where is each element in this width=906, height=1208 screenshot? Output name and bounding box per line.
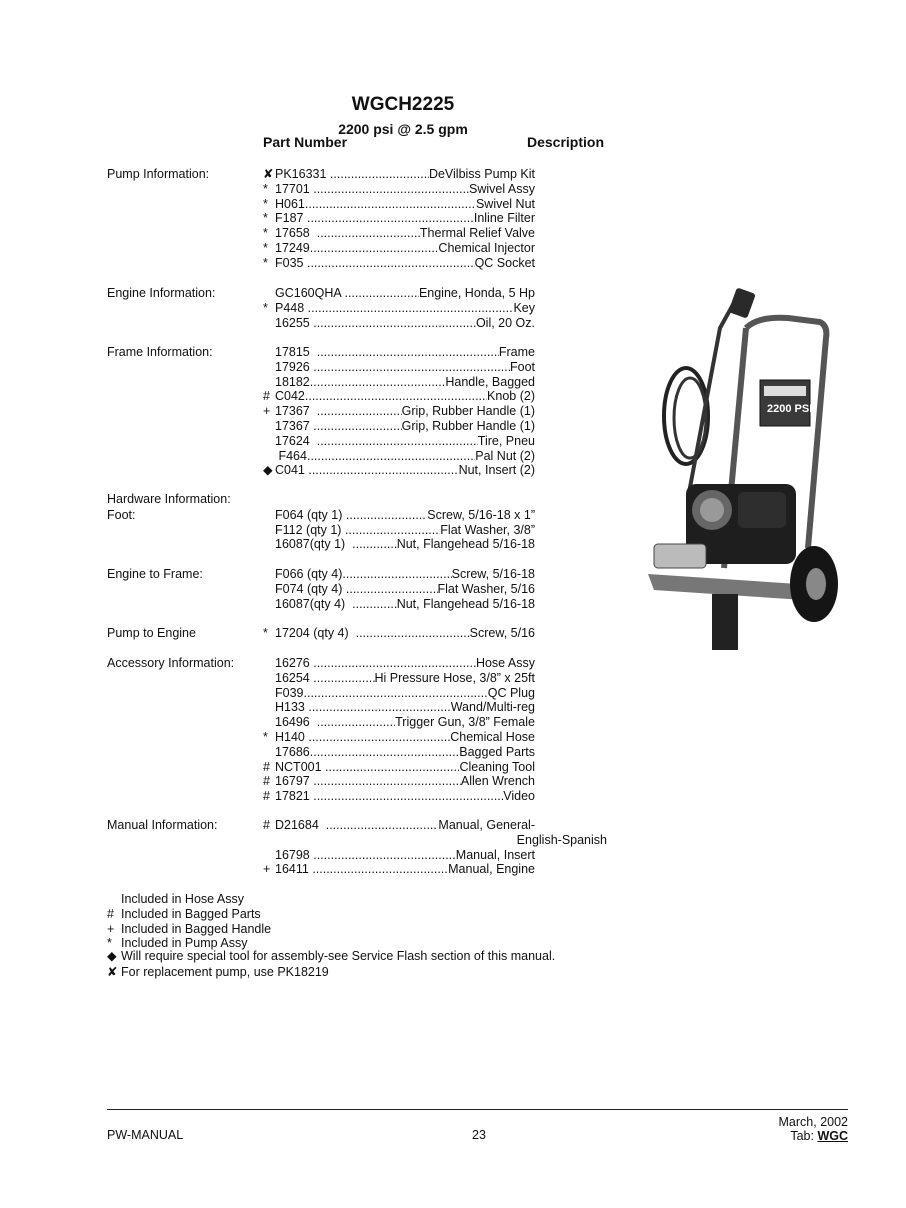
part-description: Thermal Relief Valve xyxy=(419,226,535,241)
part-description: Foot xyxy=(509,359,535,374)
part-number: NCT001 xyxy=(275,759,326,774)
part-description: Key xyxy=(513,300,535,315)
part-flag: * xyxy=(263,196,268,211)
part-entry xyxy=(275,241,535,256)
dot-leader xyxy=(308,463,458,478)
dot-leader xyxy=(305,197,476,212)
part-entry xyxy=(275,862,535,877)
part-flag: * xyxy=(263,226,268,241)
part-description: Engine, Honda, 5 Hp xyxy=(418,286,535,300)
part-number: P448 xyxy=(275,300,308,315)
part-description: Nut, Insert (2) xyxy=(458,463,535,478)
part-entry xyxy=(275,774,535,789)
dot-leader xyxy=(352,597,397,612)
part-number: F066 (qty 4) xyxy=(275,567,343,581)
dot-leader xyxy=(307,211,474,226)
legend-text: Included in Hose Assy xyxy=(121,892,244,906)
part-description: Manual, General- xyxy=(438,818,535,832)
dot-leader xyxy=(317,715,395,730)
part-number: 16797 xyxy=(275,774,314,789)
part-number: F464 xyxy=(275,448,307,463)
part-description: Knob (2) xyxy=(487,389,535,404)
part-flag: ✘ xyxy=(263,167,274,181)
dot-leader xyxy=(312,862,448,877)
part-entry xyxy=(275,848,535,863)
footer-tab xyxy=(790,1129,848,1143)
part-entry xyxy=(275,597,535,612)
dot-leader xyxy=(313,316,476,331)
part-description: Manual, Insert xyxy=(455,847,535,862)
legend-item xyxy=(107,892,244,907)
footer-rule xyxy=(107,1109,848,1110)
dot-leader xyxy=(308,730,450,745)
part-description: Video xyxy=(503,789,535,804)
part-entry xyxy=(275,745,535,760)
part-number: 16254 xyxy=(275,670,314,685)
part-number: 17686 xyxy=(275,744,310,759)
dot-leader xyxy=(330,167,429,182)
dot-leader xyxy=(345,523,440,538)
page-number: 23 xyxy=(472,1128,486,1142)
part-flag: * xyxy=(263,181,268,196)
part-number: F074 (qty 4) xyxy=(275,581,346,596)
legend-text: Included in Pump Assy xyxy=(121,936,248,950)
pressure-washer-photo xyxy=(628,288,840,654)
part-number: 17367 xyxy=(275,419,314,433)
part-flag: # xyxy=(263,789,270,804)
legend-item xyxy=(107,949,555,964)
part-number: F112 (qty 1) xyxy=(275,522,345,537)
part-description: Wand/Multi-reg xyxy=(450,700,535,715)
part-entry xyxy=(275,197,535,212)
footer-date: March, 2002 xyxy=(778,1115,848,1129)
part-description: Oil, 20 Oz. xyxy=(475,315,535,330)
col-header-description: Description xyxy=(527,134,605,150)
dot-leader xyxy=(344,286,418,301)
rating-subtitle: 2200 psi @ 2.5 gpm xyxy=(338,121,468,137)
legend-text: Will require special tool for assembly-see Service Flash section of this manual. xyxy=(121,949,556,963)
part-description: Screw, 5/16-18 x 1” xyxy=(427,507,535,522)
part-number: F187 xyxy=(275,211,307,226)
part-number: 17658 xyxy=(275,226,317,241)
dot-leader xyxy=(310,241,439,256)
part-description: Nut, Flangehead 5/16-18 xyxy=(396,537,535,552)
part-entry xyxy=(275,730,535,745)
part-entry xyxy=(275,167,535,182)
dot-leader xyxy=(317,226,420,241)
section-label: Frame Information: xyxy=(107,345,213,359)
part-entry xyxy=(275,537,535,552)
legend-item xyxy=(107,922,271,937)
part-number: 18182 xyxy=(275,374,310,389)
part-description: Grip, Rubber Handle (1) xyxy=(401,419,535,433)
dot-leader xyxy=(313,848,456,863)
part-flag: # xyxy=(263,759,270,774)
dot-leader xyxy=(305,389,487,404)
legend-symbol: ✘ xyxy=(107,965,118,979)
part-description: Handle, Bagged xyxy=(445,374,535,389)
part-entry xyxy=(275,182,535,197)
section-label: Accessory Information: xyxy=(107,656,235,670)
part-number: 16276 xyxy=(275,656,314,670)
part-flag: * xyxy=(263,241,268,255)
part-entry xyxy=(275,700,535,715)
dot-leader xyxy=(313,671,374,686)
section-label: Manual Information: xyxy=(107,818,218,832)
part-number: C042 xyxy=(275,389,305,404)
part-number: H061 xyxy=(275,196,305,211)
part-description: Screw, 5/16-18 xyxy=(451,567,535,581)
dot-leader xyxy=(313,656,476,671)
legend-symbol: ◆ xyxy=(107,949,117,963)
part-flag: # xyxy=(263,389,270,404)
part-number: H140 xyxy=(275,730,309,744)
part-description: Screw, 5/16 xyxy=(469,626,535,640)
part-entry xyxy=(275,582,535,597)
part-flag: * xyxy=(263,255,268,270)
part-description: Chemical Injector xyxy=(438,241,535,255)
dot-leader xyxy=(313,789,503,804)
part-number: 16496 xyxy=(275,715,317,730)
part-entry xyxy=(275,449,535,464)
part-number: 17815 xyxy=(275,345,317,359)
part-description: QC Socket xyxy=(474,255,535,270)
part-number: F035 xyxy=(275,255,307,270)
tab-label: Tab: xyxy=(790,1129,814,1143)
part-flag: * xyxy=(263,300,268,315)
dot-leader xyxy=(317,345,499,360)
tab-value: WGC xyxy=(817,1129,848,1143)
part-description: Swivel Assy xyxy=(469,181,535,196)
dot-leader xyxy=(313,419,401,434)
legend-symbol: * xyxy=(107,936,112,950)
part-number: 16411 xyxy=(275,862,313,877)
part-description: Allen Wrench xyxy=(460,774,535,789)
part-description: Bagged Parts xyxy=(459,744,535,759)
part-description: QC Plug xyxy=(487,685,535,700)
col-header-part-number: Part Number xyxy=(263,134,348,150)
part-description-continued: English-Spanish xyxy=(516,832,607,847)
dot-leader xyxy=(313,182,469,197)
section-label: Engine to Frame: xyxy=(107,567,203,581)
dot-leader xyxy=(326,818,439,833)
section-label: Engine Information: xyxy=(107,286,216,300)
part-number: F064 (qty 1) xyxy=(275,507,346,522)
part-entry xyxy=(275,345,535,360)
part-number: GC160QHA xyxy=(275,286,345,300)
part-number: D21684 xyxy=(275,818,326,832)
part-flag: * xyxy=(263,211,268,226)
part-flag: * xyxy=(263,626,268,640)
dot-leader xyxy=(307,449,475,464)
part-entry xyxy=(275,715,535,730)
part-entry xyxy=(275,508,535,523)
part-entry xyxy=(275,301,535,316)
part-description: Frame xyxy=(498,345,535,359)
dot-leader xyxy=(325,760,459,775)
part-number: H133 xyxy=(275,700,309,715)
part-entry xyxy=(275,226,535,241)
dot-leader xyxy=(310,375,446,390)
part-entry xyxy=(275,360,535,375)
part-flag: # xyxy=(263,818,270,832)
section-label: Pump to Engine xyxy=(107,626,196,640)
part-flag: + xyxy=(263,404,271,419)
dot-leader xyxy=(346,582,438,597)
part-number: 17821 xyxy=(275,789,314,804)
part-number: F039 xyxy=(275,685,304,700)
legend-text: For replacement pump, use PK18219 xyxy=(121,965,329,979)
part-description: Manual, Engine xyxy=(448,862,535,877)
dot-leader xyxy=(310,745,459,760)
dot-leader xyxy=(304,686,488,701)
part-description: Cleaning Tool xyxy=(459,759,535,774)
part-description: Swivel Nut xyxy=(475,196,535,211)
dot-leader xyxy=(346,508,427,523)
part-description: Trigger Gun, 3/8” Female xyxy=(395,715,535,730)
part-number: C041 xyxy=(275,463,309,478)
part-entry xyxy=(275,256,535,271)
part-entry xyxy=(275,316,535,331)
part-number: 16798 xyxy=(275,847,314,862)
legend-text: Included in Bagged Handle xyxy=(121,922,272,936)
dot-leader xyxy=(308,301,514,316)
part-description: Nut, Flangehead 5/16-18 xyxy=(396,596,535,611)
part-description: Inline Filter xyxy=(473,211,535,226)
part-number: 16087(qty 1) xyxy=(275,537,353,552)
part-entry xyxy=(275,389,535,404)
part-entry xyxy=(275,375,535,390)
section-sublabel: Foot: xyxy=(107,507,136,522)
legend-item xyxy=(107,907,261,922)
part-flag: # xyxy=(263,774,270,789)
part-description: DeVilbiss Pump Kit xyxy=(428,167,535,181)
part-entry xyxy=(275,656,535,671)
dot-leader xyxy=(313,774,461,789)
dot-leader xyxy=(352,537,397,552)
part-number: 17624 xyxy=(275,433,317,448)
part-description: Flat Washer, 5/16 xyxy=(437,581,535,596)
panel-text: 2200 PSI xyxy=(767,403,813,415)
part-entry xyxy=(275,760,535,775)
footer-manual-name: PW-MANUAL xyxy=(107,1128,184,1142)
part-entry xyxy=(275,686,535,701)
part-entry xyxy=(275,434,535,449)
dot-leader xyxy=(307,256,475,271)
part-entry xyxy=(275,626,535,641)
model-title: WGCH2225 xyxy=(351,94,455,115)
part-entry xyxy=(275,567,535,582)
part-description: Chemical Hose xyxy=(450,730,535,744)
dot-leader xyxy=(308,700,450,715)
part-description: Grip, Rubber Handle (1) xyxy=(401,404,535,419)
section-label: Pump Information: xyxy=(107,167,210,181)
dot-leader xyxy=(342,567,451,582)
legend-text: Included in Bagged Parts xyxy=(121,907,261,921)
dot-leader xyxy=(356,626,470,641)
legend-item xyxy=(107,965,329,980)
legend-symbol: # xyxy=(107,907,114,921)
legend-symbol: + xyxy=(107,922,115,936)
part-number: 16255 xyxy=(275,315,314,330)
part-number: 17367 xyxy=(275,404,317,419)
part-description: Flat Washer, 3/8” xyxy=(440,522,535,537)
part-entry xyxy=(275,419,535,434)
part-number: 17249 xyxy=(275,241,310,255)
part-number: 16087(qty 4) xyxy=(275,596,353,611)
part-description: Hi Pressure Hose, 3/8” x 25ft xyxy=(374,670,535,685)
part-number: 17926 xyxy=(275,359,314,374)
part-entry xyxy=(275,818,535,833)
section-label: Hardware Information: xyxy=(107,492,231,506)
part-description: Pal Nut (2) xyxy=(475,448,535,463)
part-entry xyxy=(275,671,535,686)
part-flag: * xyxy=(263,730,268,744)
part-number: PK16331 xyxy=(275,167,330,181)
dot-leader xyxy=(313,360,510,375)
dot-leader xyxy=(317,404,402,419)
part-flag: + xyxy=(263,862,271,877)
part-number: 17204 (qty 4) xyxy=(275,626,356,640)
part-entry xyxy=(275,286,535,301)
part-number: 17701 xyxy=(275,181,314,196)
dot-leader xyxy=(317,434,478,449)
part-entry xyxy=(275,789,535,804)
part-description: Hose Assy xyxy=(475,656,535,670)
part-entry xyxy=(275,404,535,419)
part-description: Tire, Pneu xyxy=(477,433,535,448)
part-entry xyxy=(275,523,535,538)
part-entry xyxy=(275,463,535,478)
part-entry xyxy=(275,211,535,226)
part-flag: ◆ xyxy=(263,463,273,478)
